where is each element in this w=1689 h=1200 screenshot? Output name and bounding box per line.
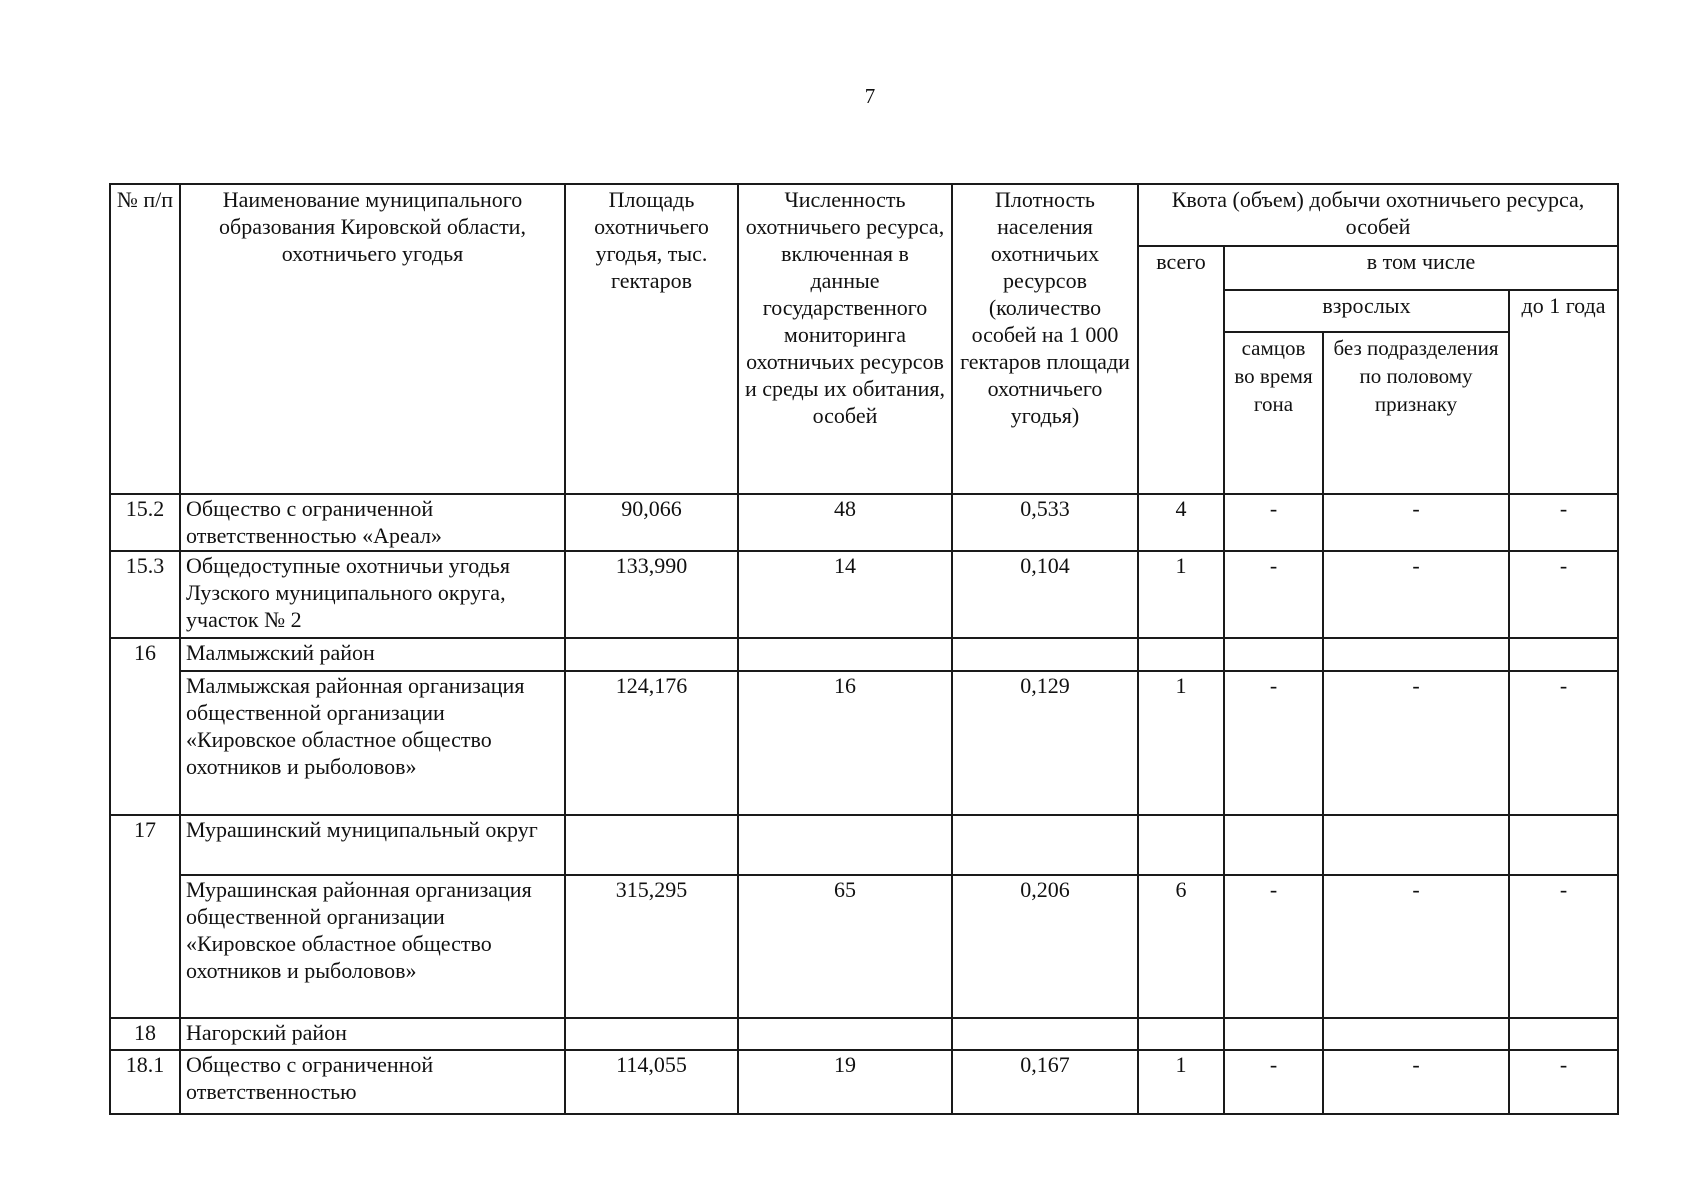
row-name: Общедоступные охотничьи угодья Лузского муниципального округа, участок № 2 bbox=[180, 551, 565, 638]
row-under-year bbox=[1509, 638, 1618, 671]
table-row bbox=[110, 1050, 1618, 1114]
header-quota: Квота (объем) добычи охотничьего ресурса, особей bbox=[1138, 184, 1618, 246]
row-area: 133,990 bbox=[565, 551, 738, 638]
table-row bbox=[110, 1018, 1618, 1050]
row-under-year bbox=[1509, 1018, 1618, 1050]
row-name: Мурашинская районная организация общественной организации «Кировское областное общество охотников и рыболовов» bbox=[180, 875, 565, 1018]
row-under-year: - bbox=[1509, 1050, 1618, 1114]
row-males: - bbox=[1224, 551, 1323, 638]
row-density: 0,533 bbox=[952, 494, 1138, 551]
row-count: 19 bbox=[738, 1050, 952, 1114]
row-area: 114,055 bbox=[565, 1050, 738, 1114]
row-under-year: - bbox=[1509, 551, 1618, 638]
row-males: - bbox=[1224, 671, 1323, 815]
row-num: 17 bbox=[110, 815, 180, 1018]
row-no-gender bbox=[1323, 638, 1509, 671]
row-density: 0,104 bbox=[952, 551, 1138, 638]
row-males bbox=[1224, 638, 1323, 671]
header-num: № п/п bbox=[110, 184, 180, 494]
row-density bbox=[952, 1018, 1138, 1050]
row-name: Нагорский район bbox=[180, 1018, 565, 1050]
header-males: самцов во время гона bbox=[1224, 332, 1323, 494]
row-under-year: - bbox=[1509, 494, 1618, 551]
row-density: 0,129 bbox=[952, 671, 1138, 815]
row-no-gender: - bbox=[1323, 551, 1509, 638]
row-no-gender: - bbox=[1323, 671, 1509, 815]
header-including: в том числе bbox=[1224, 246, 1618, 290]
row-total bbox=[1138, 638, 1224, 671]
table-row bbox=[110, 494, 1618, 551]
row-name: Мурашинский муниципальный округ bbox=[180, 815, 565, 875]
row-total: 1 bbox=[1138, 551, 1224, 638]
row-count: 16 bbox=[738, 671, 952, 815]
row-males bbox=[1224, 1018, 1323, 1050]
row-under-year bbox=[1509, 815, 1618, 875]
header-total: всего bbox=[1138, 246, 1224, 494]
header-density: Плотность населения охотничьих ресурсов (количество особей на 1 000 гектаров площади охотничьего угодья) bbox=[952, 184, 1138, 494]
row-males: - bbox=[1224, 875, 1323, 1018]
row-total: 1 bbox=[1138, 671, 1224, 815]
table-row bbox=[110, 638, 1618, 671]
row-count: 14 bbox=[738, 551, 952, 638]
row-area bbox=[565, 815, 738, 875]
row-area: 124,176 bbox=[565, 671, 738, 815]
header-area: Площадь охотничьего угодья, тыс. гектаров bbox=[565, 184, 738, 494]
row-density: 0,206 bbox=[952, 875, 1138, 1018]
row-density bbox=[952, 638, 1138, 671]
row-no-gender bbox=[1323, 1018, 1509, 1050]
header-count: Численность охотничьего ресурса, включенная в данные государственного мониторинга охотничьих ресурсов и среды их обитания, особей bbox=[738, 184, 952, 494]
row-total bbox=[1138, 1018, 1224, 1050]
row-name: Общество с ограниченной ответственностью «Ареал» bbox=[180, 494, 565, 551]
row-count bbox=[738, 815, 952, 875]
row-area bbox=[565, 1018, 738, 1050]
row-name: Малмыжская районная организация общественной организации «Кировское областное общество охотников и рыболовов» bbox=[180, 671, 565, 815]
row-count bbox=[738, 638, 952, 671]
row-count bbox=[738, 1018, 952, 1050]
header-name: Наименование муниципального образования Кировской области, охотничьего угодья bbox=[180, 184, 565, 494]
row-density bbox=[952, 815, 1138, 875]
row-area: 90,066 bbox=[565, 494, 738, 551]
row-total: 6 bbox=[1138, 875, 1224, 1018]
row-num: 15.2 bbox=[110, 494, 180, 551]
row-no-gender bbox=[1323, 815, 1509, 875]
row-no-gender: - bbox=[1323, 875, 1509, 1018]
row-under-year: - bbox=[1509, 671, 1618, 815]
row-males: - bbox=[1224, 1050, 1323, 1114]
row-area: 315,295 bbox=[565, 875, 738, 1018]
table-row bbox=[110, 875, 1618, 1018]
row-area bbox=[565, 638, 738, 671]
row-total: 1 bbox=[1138, 1050, 1224, 1114]
header-under-year: до 1 года bbox=[1509, 290, 1618, 494]
row-name: Малмыжский район bbox=[180, 638, 565, 671]
row-name: Общество с ограниченной ответственностью bbox=[180, 1050, 565, 1114]
row-males bbox=[1224, 815, 1323, 875]
row-num: 18 bbox=[110, 1018, 180, 1050]
table-row bbox=[110, 551, 1618, 638]
row-num: 16 bbox=[110, 638, 180, 815]
table-row bbox=[110, 815, 1618, 875]
row-count: 65 bbox=[738, 875, 952, 1018]
table-row bbox=[110, 671, 1618, 815]
header-adults: взрослых bbox=[1224, 290, 1509, 332]
row-no-gender: - bbox=[1323, 1050, 1509, 1114]
page-number: 7 bbox=[864, 84, 876, 108]
quota-table bbox=[109, 183, 1619, 1115]
row-num: 15.3 bbox=[110, 551, 180, 638]
row-density: 0,167 bbox=[952, 1050, 1138, 1114]
table-body bbox=[110, 494, 1618, 1114]
row-total: 4 bbox=[1138, 494, 1224, 551]
row-males: - bbox=[1224, 494, 1323, 551]
header-no-gender: без подразделения по половому признаку bbox=[1323, 332, 1509, 494]
row-under-year: - bbox=[1509, 875, 1618, 1018]
row-no-gender: - bbox=[1323, 494, 1509, 551]
row-count: 48 bbox=[738, 494, 952, 551]
row-num: 18.1 bbox=[110, 1050, 180, 1114]
row-total bbox=[1138, 815, 1224, 875]
table-header bbox=[110, 184, 1618, 494]
